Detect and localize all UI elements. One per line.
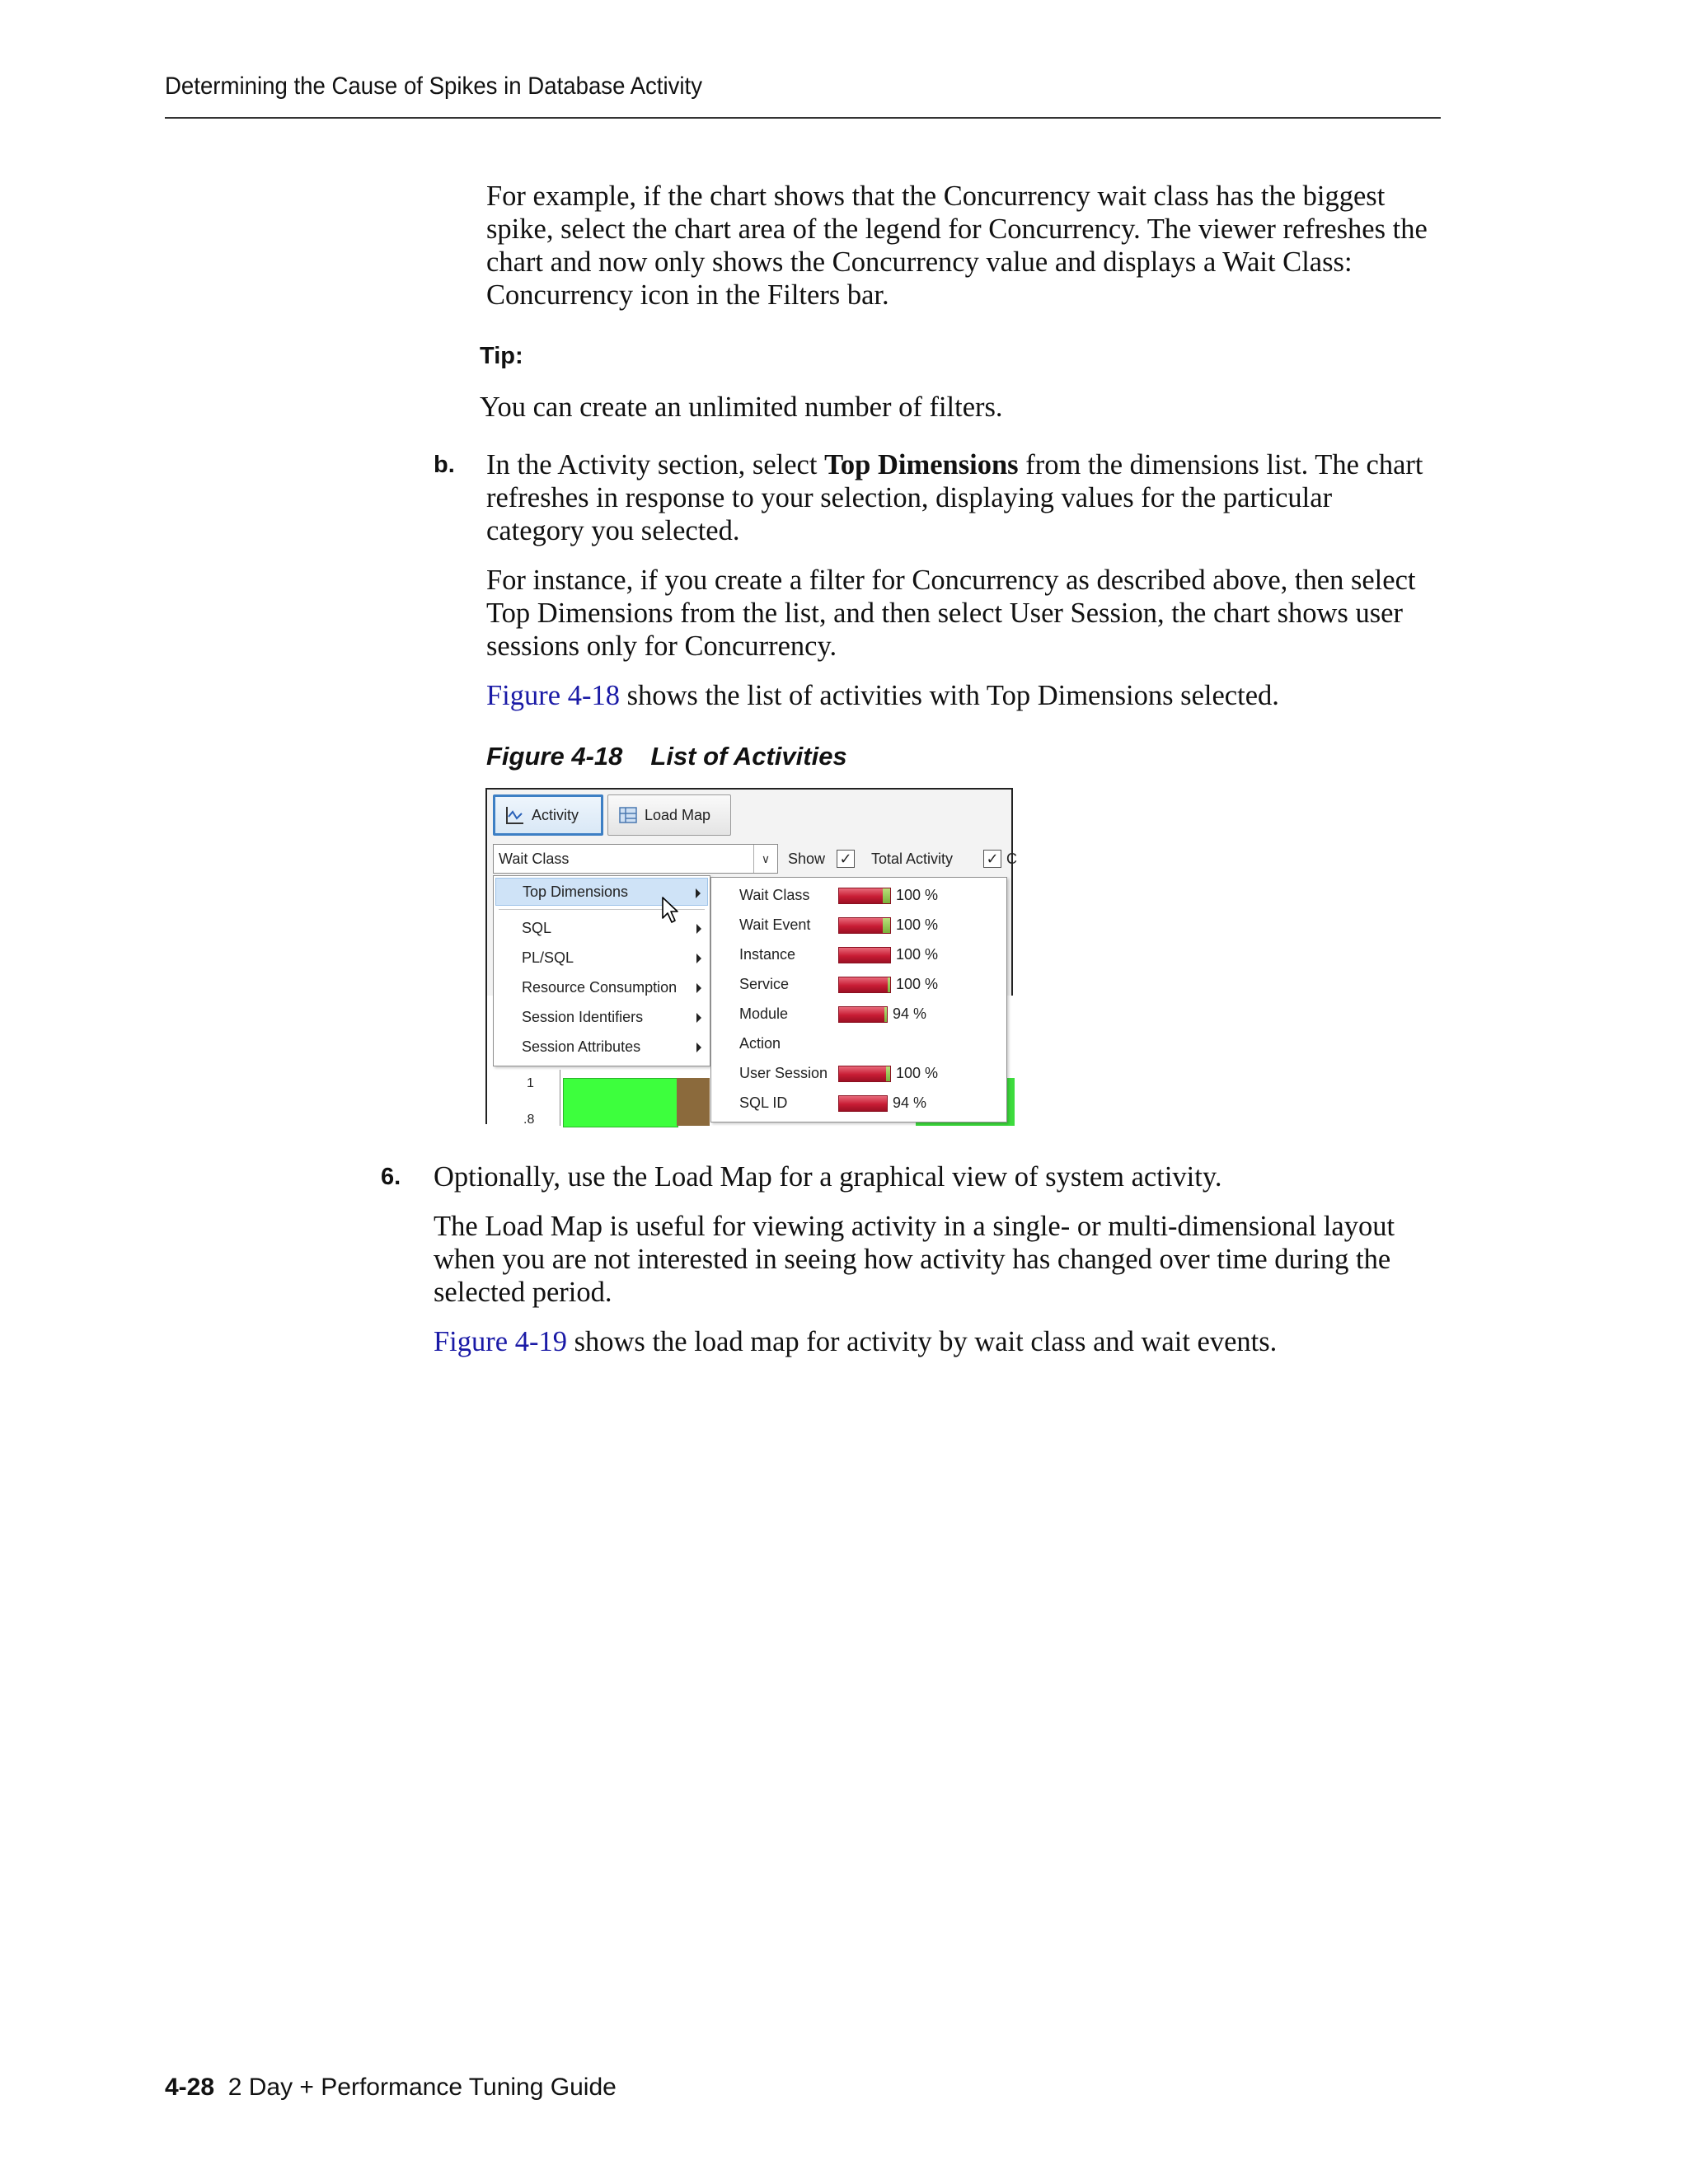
- total-activity-checkbox[interactable]: [837, 850, 855, 868]
- chevron-down-icon[interactable]: ∨: [753, 845, 777, 873]
- submenu-item-module[interactable]: [711, 1000, 1006, 1028]
- chart-area-brown: [677, 1078, 710, 1126]
- chart-area-green-left: [563, 1078, 678, 1127]
- axis-tick-label: .8: [523, 1113, 535, 1127]
- percent-bar: [838, 977, 891, 993]
- book-title: 2 Day + Performance Tuning Guide: [227, 2074, 617, 2101]
- chevron-right-icon: [696, 954, 701, 963]
- mouse-cursor-icon: [662, 897, 680, 925]
- figure-19-link[interactable]: Figure 4-19: [434, 1326, 567, 1357]
- checkmark-icon: ✓: [839, 851, 852, 867]
- menu-item-label: PL/SQL: [522, 949, 574, 966]
- load-map-button[interactable]: [607, 794, 731, 836]
- submenu-item-wait-class[interactable]: [711, 881, 1006, 909]
- page-number: 4-28: [165, 2074, 215, 2101]
- percent-bar: [838, 947, 891, 963]
- submenu-item-wait-event[interactable]: [711, 911, 1006, 939]
- submenu-item-sql-id[interactable]: [711, 1089, 1006, 1117]
- top-dimensions-submenu: [710, 877, 1007, 1122]
- load-map-icon: [618, 805, 638, 825]
- tip-paragraph: [480, 391, 1436, 424]
- figure-caption-title: List of Activities: [650, 742, 847, 771]
- percent-label: 94 %: [893, 1005, 927, 1022]
- load-map-paragraph: [434, 1210, 1423, 1309]
- menu-item-label: SQL: [522, 919, 552, 936]
- figure-19-reference: [434, 1325, 1423, 1358]
- header-rule: [165, 117, 1441, 119]
- submenu-item-user-session[interactable]: [711, 1059, 1006, 1087]
- chevron-right-icon: [696, 924, 701, 934]
- tip-label: Tip:: [480, 343, 523, 369]
- submenu-item-action[interactable]: [711, 1029, 1006, 1057]
- menu-item-label: Session Identifiers: [522, 1008, 644, 1025]
- step-b-text-after: from the dimensions list. The chart refreshes in response to your selection, displaying values for the particular category you selected.: [486, 449, 1423, 546]
- figure-18-link[interactable]: Figure 4-18: [486, 680, 620, 711]
- page-footer: [165, 2074, 617, 2102]
- percent-label: 100 %: [896, 946, 939, 963]
- activity-button[interactable]: [493, 794, 603, 836]
- step-6-text: Optionally, use the Load Map for a graphical view of system activity.: [434, 1161, 1222, 1193]
- axis-tick-label: 1: [527, 1076, 534, 1090]
- figure-18-reference: [486, 679, 1434, 712]
- percent-bar: [838, 1095, 888, 1112]
- submenu-item-label: User Session: [739, 1065, 828, 1081]
- figure-18-ref-text: shows the list of activities with Top Dimensions selected.: [619, 680, 1279, 711]
- figure-screenshot: [485, 788, 1017, 1127]
- example-paragraph: [486, 180, 1442, 312]
- submenu-item-label: Wait Event: [739, 916, 811, 933]
- checkmark-icon: ✓: [986, 851, 999, 867]
- submenu-item-label: Service: [739, 976, 790, 992]
- submenu-item-label: Wait Class: [739, 887, 810, 903]
- chevron-right-icon: [696, 1013, 701, 1023]
- menu-item-resource-consumption[interactable]: [495, 973, 708, 1001]
- step-6-marker: 6.: [381, 1164, 401, 1190]
- running-header: Determining the Cause of Spikes in Database Activity: [165, 73, 703, 100]
- step-b-text-before: In the Activity section, select: [486, 449, 825, 480]
- figure-caption: [486, 742, 847, 771]
- load-map-text: The Load Map is useful for viewing activity in a single- or multi-dimensional layout when you are not interested in seeing how activity has changed over time during the selected period.: [434, 1211, 1395, 1308]
- percent-bar: [838, 1006, 888, 1023]
- percent-bar: [838, 888, 891, 904]
- cut-off-label: C: [1006, 851, 1017, 867]
- total-activity-label: Total Activity: [871, 851, 954, 867]
- menu-item-session-identifiers[interactable]: [495, 1003, 708, 1031]
- chevron-right-icon: [696, 1043, 701, 1052]
- step-b-paragraph: [486, 448, 1434, 547]
- chevron-right-icon: [696, 888, 701, 898]
- menu-item-plsql[interactable]: [495, 944, 708, 972]
- step-b-marker: b.: [434, 452, 455, 478]
- submenu-item-label: SQL ID: [739, 1094, 788, 1111]
- menu-item-session-attributes[interactable]: [495, 1033, 708, 1061]
- load-map-button-label: Load Map: [645, 806, 711, 823]
- percent-label: 100 %: [896, 1065, 939, 1081]
- percent-label: 94 %: [893, 1094, 927, 1111]
- menu-item-label: Top Dimensions: [523, 883, 629, 900]
- dimension-select[interactable]: [493, 844, 778, 874]
- instance-text: For instance, if you create a filter for Concurrency as described above, then select Top Dimensions from the list, and then select User Session, the chart shows user sessions only for Concurrency.: [486, 565, 1416, 662]
- percent-bar: [838, 1066, 891, 1082]
- chevron-right-icon: [696, 983, 701, 993]
- figure-19-ref-text: shows the load map for activity by wait class and wait events.: [566, 1326, 1278, 1357]
- percent-bar: [838, 917, 891, 934]
- activity-chart-icon: [505, 805, 525, 825]
- example-text: For example, if the chart shows that the Concurrency wait class has the biggest spike, select the chart area of the legend for Concurrency. The viewer refreshes the chart and now only shows the Concurrency value and displays a Wait Class: Concurrency icon in the Filters bar.: [486, 180, 1428, 311]
- dimension-select-value: Wait Class: [499, 850, 570, 867]
- submenu-item-service[interactable]: [711, 970, 1006, 998]
- submenu-item-label: Instance: [739, 946, 796, 963]
- step-6-paragraph: [434, 1160, 1423, 1193]
- tip-text: You can create an unlimited number of filters.: [480, 391, 1003, 423]
- percent-label: 100 %: [896, 916, 939, 933]
- percent-label: 100 %: [896, 976, 939, 992]
- submenu-item-label: Action: [739, 1035, 781, 1052]
- percent-label: 100 %: [896, 887, 939, 903]
- instance-paragraph: [486, 564, 1418, 663]
- step-b-text-bold: Top Dimensions: [824, 449, 1019, 480]
- show-label: Show: [788, 851, 826, 867]
- menu-item-label: Resource Consumption: [522, 978, 678, 996]
- submenu-item-label: Module: [739, 1005, 789, 1022]
- second-checkbox[interactable]: [983, 850, 1001, 868]
- activity-button-label: Activity: [532, 806, 579, 823]
- submenu-item-instance[interactable]: [711, 940, 1006, 968]
- figure-caption-number: Figure 4-18: [486, 742, 623, 771]
- menu-item-label: Session Attributes: [522, 1038, 641, 1055]
